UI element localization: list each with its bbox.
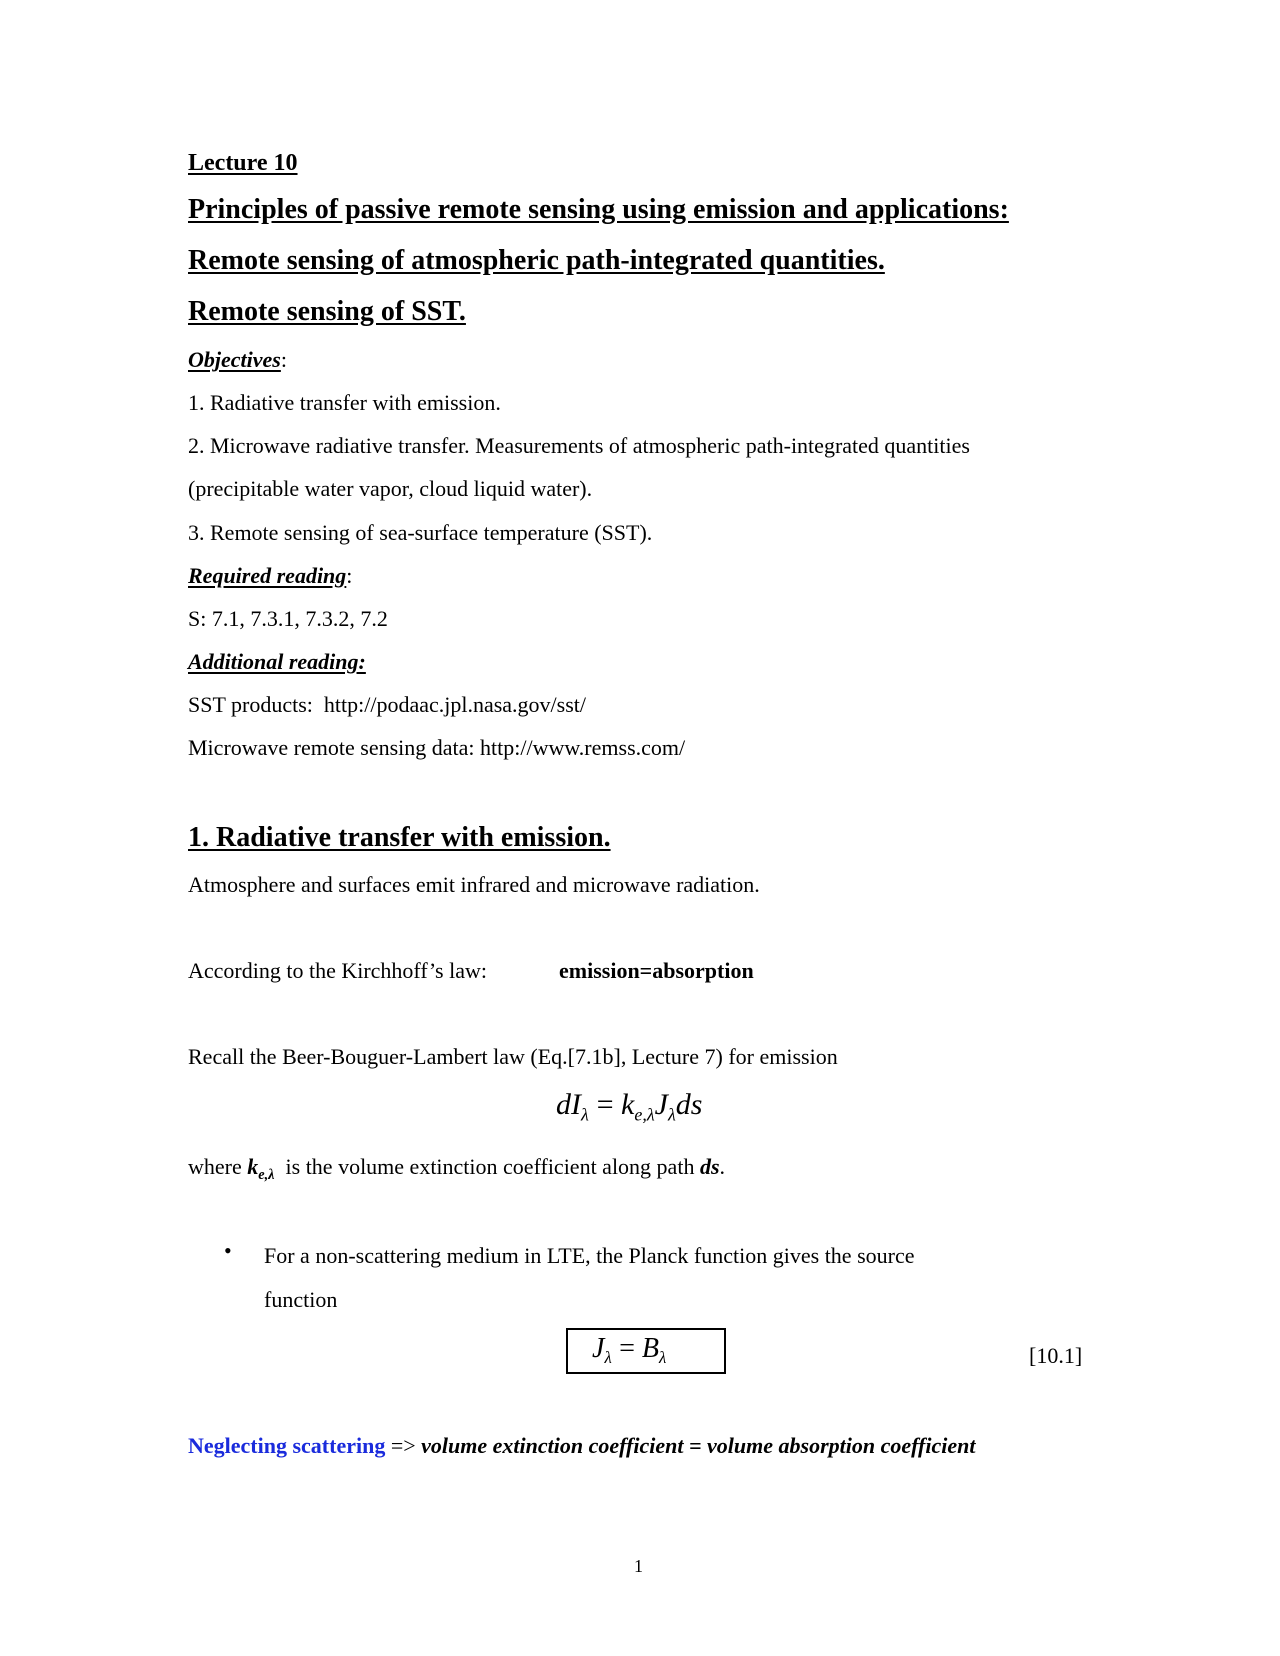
objectives-heading: Objectives (188, 347, 281, 372)
objective-item: 1. Radiative transfer with emission. (188, 390, 501, 415)
where-middle: is the volume extinction coefficient along path (285, 1154, 695, 1179)
section-1-intro: Atmosphere and surfaces emit infrared and microwave radiation. (188, 872, 760, 897)
planck-equation: $J_\lambda = B_\lambda$ (592, 1333, 667, 1367)
page-number: 1 (634, 1556, 643, 1576)
microwave-data-url[interactable]: http://www.remss.com/ (480, 735, 686, 760)
emission-equation: $dI_\lambda = k_{e,\lambda}J_\lambda ds$ (556, 1088, 703, 1125)
section-1-heading: 1. Radiative transfer with emission. (188, 822, 611, 853)
neglecting-scattering: Neglecting scattering (188, 1433, 386, 1458)
kirchhoff-text: According to the Kirchhoff’s law: (188, 958, 487, 983)
coefficient-equivalence: volume extinction coefficient = volume absorption coefficient (421, 1433, 976, 1458)
required-text: S: 7.1, 7.3.1, 7.3.2, 7.2 (188, 606, 388, 631)
where-prefix: where (188, 1154, 242, 1179)
beer-law-recall: Recall the Beer-Bouguer-Lambert law (Eq.[7.1b], Lecture 7) for emission (188, 1044, 838, 1069)
title-line-2: Remote sensing of atmospheric path-integrated quantities. (188, 245, 885, 276)
neglect-line (188, 1433, 975, 1459)
microwave-data-line (188, 735, 685, 761)
implies-arrow: => (390, 1433, 416, 1458)
bullet-line-2: function (264, 1287, 338, 1312)
sst-products-url[interactable]: http://podaac.jpl.nasa.gov/sst/ (323, 692, 587, 717)
sst-products-label: SST products: (188, 692, 313, 717)
lecture-number: Lecture 10 (188, 150, 298, 176)
objective-item: 2. Microwave radiative transfer. Measurements of atmospheric path-integrated quantities (188, 433, 970, 458)
title-line-1: Principles of passive remote sensing using emission and applications: (188, 194, 1009, 225)
extinction-coefficient-symbol: $k_{e,\lambda}$ (247, 1154, 275, 1183)
equation-number: [10.1] (1029, 1343, 1083, 1368)
path-symbol: ds (699, 1154, 720, 1179)
sst-products-line (188, 692, 586, 718)
bullet-icon: • (224, 1238, 232, 1263)
required-heading: Required reading (188, 563, 347, 588)
where-line: where $k_{e,\lambda}$ is the volume extinction coefficient along path ds. (188, 1154, 726, 1183)
additional-heading: Additional reading: (188, 649, 366, 674)
objectives-heading-line: Objectives: (188, 347, 287, 372)
kirchhoff-law: emission=absorption (559, 958, 754, 983)
title-line-3: Remote sensing of SST. (188, 296, 466, 327)
bullet-line-1: For a non-scattering medium in LTE, the Planck function gives the source (264, 1243, 915, 1268)
required-heading-line: Required reading: (188, 563, 353, 588)
microwave-data-label: Microwave remote sensing data: (188, 735, 475, 760)
objective-item: (precipitable water vapor, cloud liquid water). (188, 476, 593, 501)
objective-item: 3. Remote sensing of sea-surface temperature (SST). (188, 520, 653, 545)
